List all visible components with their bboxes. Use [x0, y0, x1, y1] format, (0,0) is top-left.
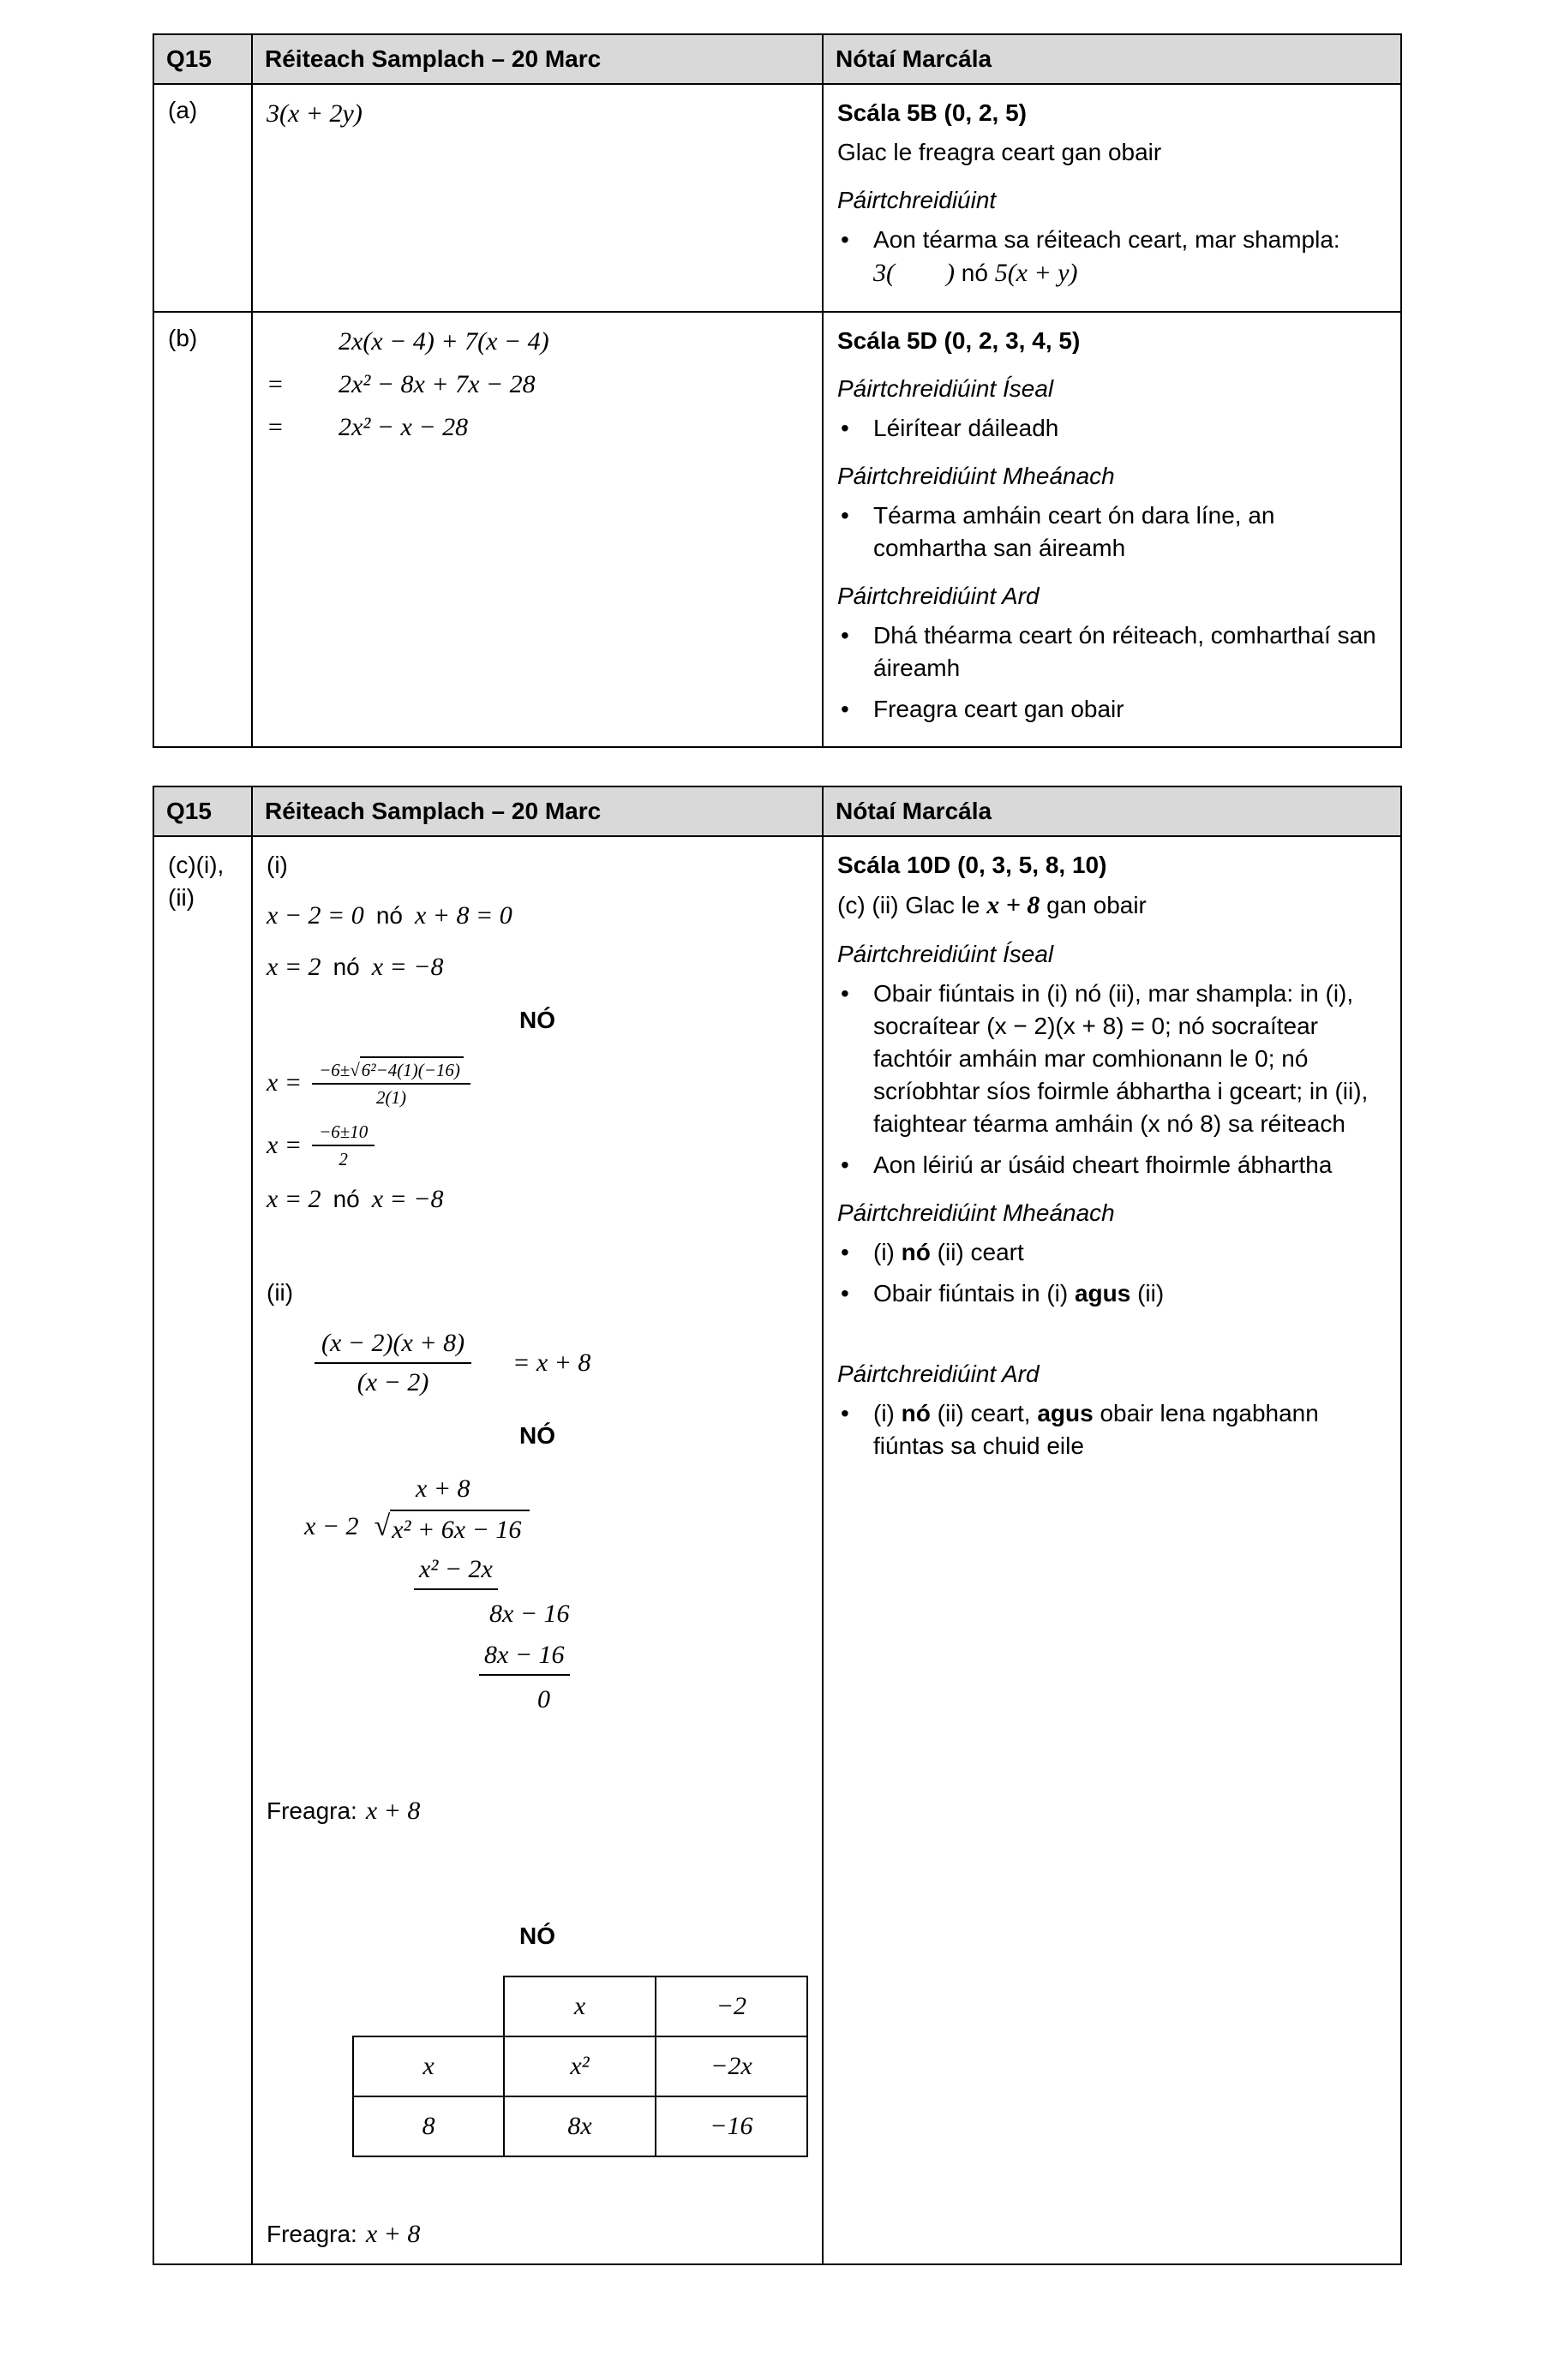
- box-cell: −16: [656, 2096, 807, 2156]
- equals-sign: [267, 325, 339, 359]
- box-row-1: [353, 1976, 807, 2036]
- quadratic-formula-line-2: [267, 1121, 808, 1170]
- row-c: [153, 836, 1401, 2264]
- partial-credit-low-heading: Páirtchreidiúint Íseal: [837, 375, 1054, 402]
- long-division: [267, 1472, 808, 1717]
- bullet-text: Freagra ceart gan obair: [873, 696, 1124, 722]
- table1-header-row: [153, 34, 1401, 84]
- bullet-icon: •: [841, 1280, 849, 1307]
- box-cell: x: [504, 1976, 656, 2036]
- equals-sign: =: [267, 413, 285, 441]
- row-c-notes-cell: [823, 836, 1401, 2264]
- header-sample-solution: Réiteach Samplach – 20 Marc: [252, 34, 823, 84]
- row-c-bullet-5: [841, 1397, 1387, 1462]
- bullet-icon: •: [841, 980, 849, 1007]
- answer-label: Freagra:: [267, 1797, 357, 1824]
- cancel-fraction-line: [315, 1326, 808, 1400]
- division-divisor: x − 2: [304, 1512, 359, 1540]
- expression: 2x(x − 4) + 7(x − 4): [339, 327, 549, 356]
- row-c-bullet-3: [841, 1236, 1387, 1269]
- part-ii-label: (ii): [267, 1279, 294, 1306]
- part-i-label: (i): [267, 852, 288, 878]
- marking-table-2: [153, 786, 1402, 2265]
- box-cell: 8: [353, 2096, 504, 2156]
- header-marking-notes: Nótaí Marcála: [823, 786, 1401, 836]
- division-remainder-1: 8x − 16: [489, 1600, 570, 1628]
- division-dividend: x² + 6x − 16: [390, 1510, 530, 1547]
- equation-line: [267, 368, 808, 402]
- row-a-label: (a): [153, 84, 252, 312]
- bullet-icon: •: [841, 1239, 849, 1265]
- row-a-bullet-1-text: Aon téarma sa réiteach ceart, mar shampla: 3( ) nó 5(x + y): [873, 226, 1340, 287]
- box-cell: x: [353, 2036, 504, 2096]
- row-b-scale: Scála 5D (0, 2, 3, 4, 5): [837, 327, 1081, 354]
- equation-line: [267, 410, 808, 445]
- row-c-label-line2: (ii): [168, 884, 195, 911]
- bullet-icon: •: [841, 415, 849, 441]
- or-label: NÓ: [519, 1923, 555, 1949]
- row-c-note-1: (c) (ii) Glac le x + 8 gan obair: [837, 891, 1147, 919]
- bullet-icon: •: [841, 1400, 849, 1426]
- row-b-bullet-2: [841, 499, 1387, 565]
- box-row-2: [353, 2036, 807, 2096]
- bullet-icon: •: [841, 696, 849, 722]
- box-cell: x²: [504, 2036, 656, 2096]
- bullet-text: Aon léiriú ar úsáid cheart fhoirmle ábhartha: [873, 1151, 1333, 1178]
- box-cell: −2x: [656, 2036, 807, 2096]
- header-marking-notes: Nótaí Marcála: [823, 34, 1401, 84]
- answer-label: Freagra:: [267, 2221, 357, 2247]
- fraction: $\frac{\text{−6±√6²−4(1)(−16)}}{2(1)}$: [312, 1056, 470, 1109]
- expression: 2x² − 8x + 7x − 28: [339, 370, 536, 398]
- bullet-text: Léirítear dáileadh: [873, 415, 1059, 441]
- box-cell: −2: [656, 1976, 807, 2036]
- box-cell: 8x: [504, 2096, 656, 2156]
- row-b-bullet-3: [841, 619, 1387, 685]
- row-c-label-line1: (c)(i),: [168, 852, 225, 878]
- bullet-text: (i) nó (ii) ceart, agus obair lena ngabhann fiúntas sa chuid eile: [873, 1400, 1319, 1459]
- bullet-text: (i) nó (ii) ceart: [873, 1239, 1024, 1265]
- division-bracket-icon: √: [374, 1510, 391, 1542]
- partial-credit-medium-heading: Páirtchreidiúint Mheánach: [837, 1199, 1115, 1226]
- fraction-result: = x + 8: [512, 1348, 591, 1377]
- radicand: 6²−4(1)(−16): [360, 1056, 464, 1081]
- fraction: $\frac{(x - 2)(x + 8)}{(x - 2)}$: [315, 1326, 471, 1400]
- bullet-icon: •: [841, 226, 849, 253]
- lhs: x =: [267, 1131, 303, 1159]
- row-a-bullet-1-math-1: 3( ): [873, 259, 955, 287]
- equation-line: [267, 325, 808, 359]
- box-row-3: [353, 2096, 807, 2156]
- or-label: NÓ: [519, 1007, 555, 1033]
- lhs: x =: [267, 1067, 303, 1097]
- bullet-icon: •: [841, 622, 849, 649]
- box-method-table: [352, 1976, 808, 2157]
- row-b-bullet-4: [841, 693, 1387, 726]
- row-c-label: [153, 836, 252, 2264]
- division-quotient: x + 8: [416, 1474, 470, 1503]
- equals-sign: =: [267, 370, 285, 398]
- row-a-note-1: Glac le freagra ceart gan obair: [837, 139, 1162, 165]
- row-a-bullet-1-math-2: 5(x + y): [994, 259, 1078, 287]
- row-c-bullet-4: [841, 1277, 1387, 1310]
- answer-math: x + 8: [365, 1797, 421, 1825]
- partial-credit-medium-heading: Páirtchreidiúint Mheánach: [837, 463, 1115, 489]
- division-step-1: x² − 2x: [414, 1552, 808, 1590]
- header-question-number: Q15: [153, 786, 252, 836]
- part-i-line-1: x − 2 = 0 nó x + 8 = 0: [267, 901, 512, 930]
- partial-credit-high-heading: Páirtchreidiúint Ard: [837, 583, 1040, 609]
- bullet-text: Obair fiúntais in (i) nó (ii), mar shampla: in (i), socraítear (x − 2)(x + 8) = 0; nó socraítear fachtóir amháin mar comhionann le 0; nó scríobhtar síos foirmle ábhartha i gceart; in (ii), faightear téarma amháin (x nó 8) sa réiteach: [873, 980, 1369, 1137]
- expression: 2x² − x − 28: [339, 413, 469, 441]
- row-a: [153, 84, 1401, 312]
- bullet-icon: •: [841, 502, 849, 529]
- fraction: $\frac{-6\pm 10}{2}$: [312, 1121, 375, 1170]
- row-b-solution-cell: [252, 312, 823, 747]
- row-b-label: (b): [153, 312, 252, 747]
- table2-header-row: [153, 786, 1401, 836]
- quadratic-formula-line-1: [267, 1056, 808, 1109]
- bullet-text: Obair fiúntais in (i) agus (ii): [873, 1280, 1165, 1307]
- box-empty-cell: [353, 1976, 504, 2036]
- row-a-notes-cell: [823, 84, 1401, 312]
- row-a-solution-math: 3(x + 2y): [267, 99, 363, 128]
- division-divisor-row: [304, 1510, 808, 1547]
- row-b-bullet-1: [841, 412, 1387, 445]
- bullet-icon: •: [841, 1151, 849, 1178]
- or-label: NÓ: [519, 1422, 555, 1449]
- row-b: [153, 312, 1401, 747]
- partial-credit-low-heading: Páirtchreidiúint Íseal: [837, 941, 1054, 967]
- division-result: 0: [537, 1685, 550, 1713]
- row-c-scale: Scála 10D (0, 3, 5, 8, 10): [837, 852, 1107, 878]
- row-c-bullet-1: [841, 978, 1387, 1140]
- header-question-number: Q15: [153, 34, 252, 84]
- row-c-bullet-2: [841, 1149, 1387, 1181]
- row-c-solution-cell: [252, 836, 823, 2264]
- partial-credit-high-heading: Páirtchreidiúint Ard: [837, 1360, 1040, 1387]
- accept-math: x + 8: [986, 891, 1040, 919]
- row-a-bullet-1: [841, 224, 1387, 290]
- row-a-partial-credit-heading: Páirtchreidiúint: [837, 187, 997, 213]
- part-i-line-2: x = 2 nó x = −8: [267, 953, 444, 981]
- row-b-notes-cell: [823, 312, 1401, 747]
- division-step-2: 8x − 16: [479, 1638, 808, 1676]
- header-sample-solution: Réiteach Samplach – 20 Marc: [252, 786, 823, 836]
- bullet-text: Téarma amháin ceart ón dara líne, an comhartha san áireamh: [873, 502, 1275, 561]
- bullet-text: Dhá théarma ceart ón réiteach, comharthaí san áireamh: [873, 622, 1376, 681]
- marking-table-1: [153, 33, 1402, 748]
- answer-line-2: [267, 2217, 808, 2251]
- part-i-line-3: x = 2 nó x = −8: [267, 1185, 444, 1213]
- answer-line-1: [267, 1794, 808, 1828]
- row-a-solution-cell: [252, 84, 823, 312]
- answer-math: x + 8: [365, 2220, 421, 2248]
- row-a-scale: Scála 5B (0, 2, 5): [837, 99, 1028, 126]
